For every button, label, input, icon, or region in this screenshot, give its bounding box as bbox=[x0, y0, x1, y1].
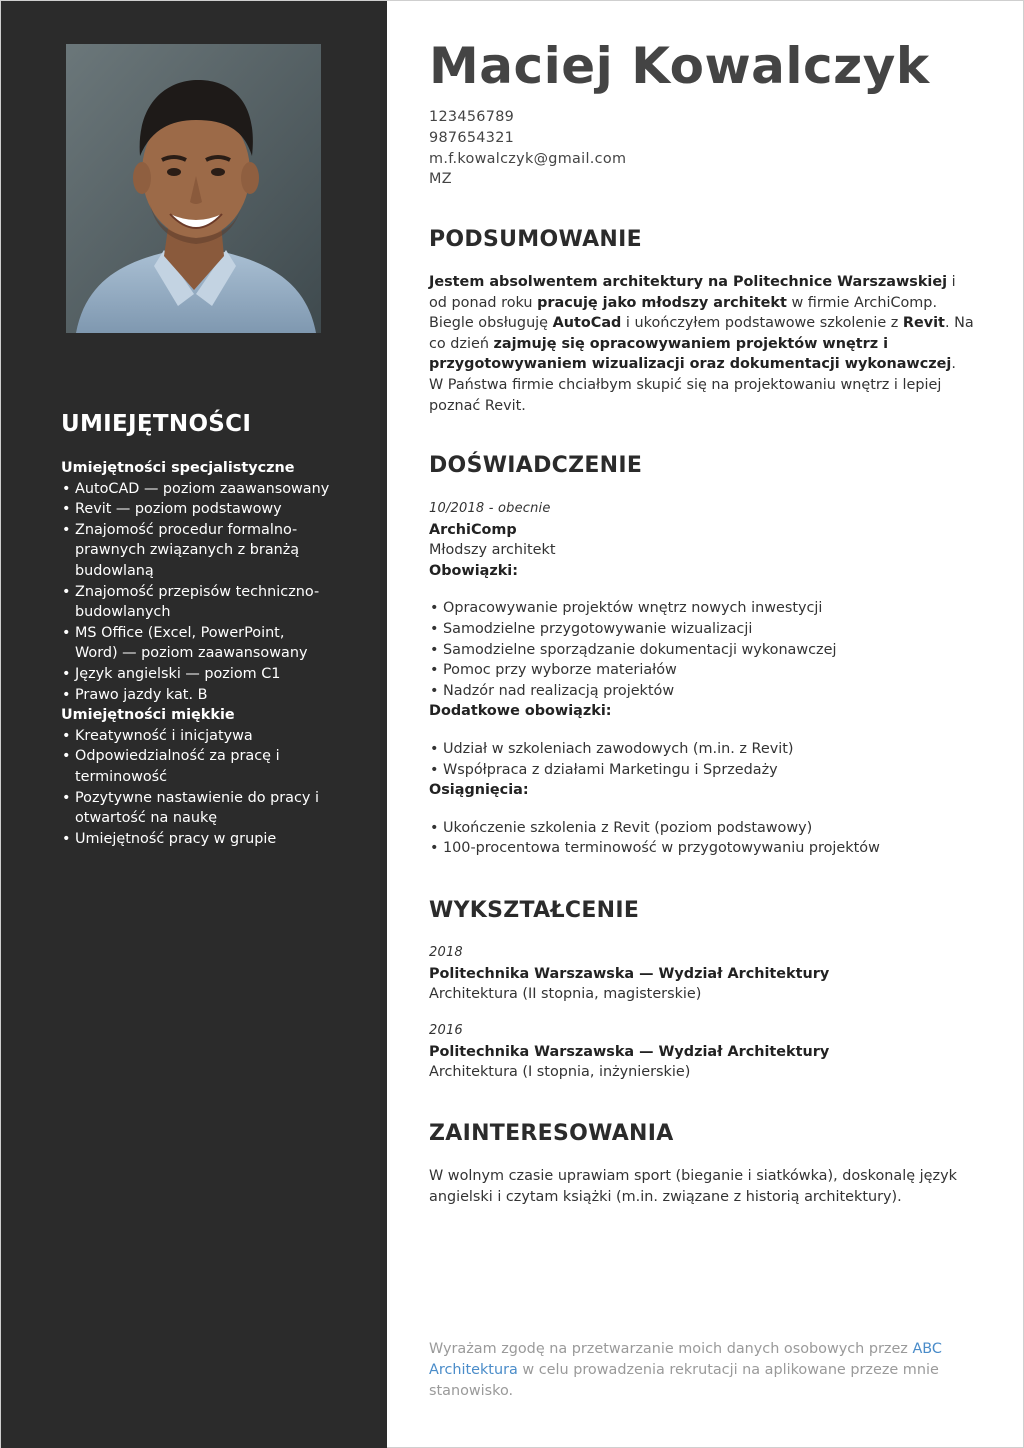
education-year: 2016 bbox=[429, 1023, 463, 1038]
consent-text-before: Wyrażam zgodę na przetwarzanie moich danych osobowych przez bbox=[429, 1341, 913, 1357]
summary-bold-1: Jestem absolwentem architektury na Politechnice Warszawskiej bbox=[429, 274, 948, 290]
list-item: • Samodzielne przygotowywanie wizualizacji bbox=[429, 619, 974, 640]
list-item: • Opracowywanie projektów wnętrz nowych inwestycji bbox=[429, 598, 974, 619]
education-degree: Architektura (I stopnia, inżynierskie) bbox=[429, 1064, 691, 1081]
job-position: Młodszy architekt bbox=[429, 542, 556, 559]
sidebar bbox=[1, 1, 387, 1448]
list-item: • Współpraca z działami Marketingu i Sprzedaży bbox=[429, 760, 974, 781]
education-heading: WYKSZTAŁCENIE bbox=[429, 898, 640, 923]
consent-text-after: w celu prowadzenia rekrutacji na aplikowane przeze mnie stanowisko. bbox=[429, 1361, 939, 1399]
duties-list bbox=[429, 598, 974, 701]
summary-bold-7: Revit bbox=[902, 315, 945, 332]
interests-heading: ZAINTERESOWANIA bbox=[429, 1121, 674, 1146]
profile-photo bbox=[66, 44, 321, 333]
list-item: • Revit — poziom podstawowy bbox=[61, 499, 331, 520]
summary-heading: PODSUMOWANIE bbox=[429, 227, 642, 252]
list-item: • MS Office (Excel, PowerPoint, Word) — poziom zaawansowany bbox=[61, 623, 331, 664]
summary-bold-9: zajmuję się opracowywaniem projektów wnętrz i przygotowywaniem wizualizacji oraz dokumentacji wykonawczej bbox=[429, 335, 952, 373]
specialist-skills-title: Umiejętności specjalistyczne bbox=[61, 460, 295, 476]
candidate-name: Maciej Kowalczyk bbox=[429, 37, 930, 95]
duties-title: Obowiązki: bbox=[429, 562, 518, 579]
extra-duties-title: Dodatkowe obowiązki: bbox=[429, 703, 612, 720]
list-item: • Odpowiedzialność za pracę i terminowość bbox=[61, 746, 331, 787]
list-item: • Pomoc przy wyborze materiałów bbox=[429, 660, 974, 681]
summary-text-6: i ukończyłem podstawowe szkolenie z bbox=[621, 315, 903, 332]
experience-entry bbox=[429, 499, 974, 859]
contact-info bbox=[429, 107, 626, 190]
experience-heading: DOŚWIADCZENIE bbox=[429, 453, 643, 478]
experience-date: 10/2018 - obecnie bbox=[429, 501, 551, 516]
extra-duties-list bbox=[429, 739, 974, 780]
list-item: • Znajomość procedur formalno-prawnych związanych z branżą budowlaną bbox=[61, 520, 331, 582]
interests-text: W wolnym czasie uprawiam sport (bieganie i siatkówka), doskonalę język angielski i czytam książki (m.in. związane z historią architektury). bbox=[429, 1168, 957, 1205]
achievements-title: Osiągnięcia: bbox=[429, 782, 529, 799]
summary-bold-5: AutoCad bbox=[552, 315, 622, 332]
education-entry-1 bbox=[429, 943, 974, 1005]
summary-text-8: . Na co dzień bbox=[429, 315, 974, 352]
list-item: • Język angielski — poziom C1 bbox=[61, 664, 331, 685]
list-item: • Prawo jazdy kat. B bbox=[61, 685, 331, 706]
skills-heading: UMIEJĘTNOŚCI bbox=[61, 411, 252, 437]
location: MZ bbox=[429, 171, 452, 188]
list-item: • 100-procentowa terminowość w przygotowywaniu projektów bbox=[429, 838, 974, 859]
education-year: 2018 bbox=[429, 945, 463, 960]
education-degree: Architektura (II stopnia, magisterskie) bbox=[429, 986, 702, 1003]
education-entry-2 bbox=[429, 1021, 974, 1083]
list-item: • AutoCAD — poziom zaawansowany bbox=[61, 479, 331, 500]
phone-1: 123456789 bbox=[429, 109, 515, 125]
education-school: Politechnika Warszawska — Wydział Architektury bbox=[429, 1043, 830, 1060]
list-item: • Udział w szkoleniach zawodowych (m.in. z Revit) bbox=[429, 739, 974, 760]
summary-bold-3: pracuję jako młodszy architekt bbox=[537, 294, 787, 311]
skills-body bbox=[61, 458, 331, 849]
list-item: • Umiejętność pracy w grupie bbox=[61, 829, 331, 850]
email: m.f.kowalczyk@gmail.com bbox=[429, 150, 627, 167]
company-name: ArchiComp bbox=[429, 521, 517, 538]
list-item: • Pozytywne nastawienie do pracy i otwartość na naukę bbox=[61, 788, 331, 829]
list-item: • Samodzielne sporządzanie dokumentacji wykonawczej bbox=[429, 640, 974, 661]
summary-text-4: w firmie ArchiComp. Biegle obsługuję bbox=[429, 294, 938, 332]
consent-clause bbox=[429, 1339, 974, 1401]
achievements-list bbox=[429, 818, 974, 859]
list-item: • Nadzór nad realizacją projektów bbox=[429, 681, 974, 702]
phone-2: 987654321 bbox=[429, 129, 515, 146]
summary-text-10: . W Państwa firmie chciałbym skupić się na projektowaniu wnętrz i lepiej poznać Revit. bbox=[429, 356, 956, 414]
consent-company-link[interactable]: ABC Architektura bbox=[429, 1341, 942, 1378]
soft-skills-title: Umiejętności miękkie bbox=[61, 707, 235, 724]
education-school: Politechnika Warszawska — Wydział Architektury bbox=[429, 965, 830, 982]
specialist-skills-list bbox=[61, 479, 331, 706]
summary-text bbox=[429, 272, 974, 416]
list-item: • Znajomość przepisów techniczno-budowlanych bbox=[61, 582, 331, 623]
summary-text-2: i od ponad roku bbox=[429, 274, 956, 311]
list-item: • Ukończenie szkolenia z Revit (poziom podstawowy) bbox=[429, 818, 974, 839]
list-item: • Kreatywność i inicjatywa bbox=[61, 726, 331, 747]
soft-skills-list bbox=[61, 726, 331, 850]
